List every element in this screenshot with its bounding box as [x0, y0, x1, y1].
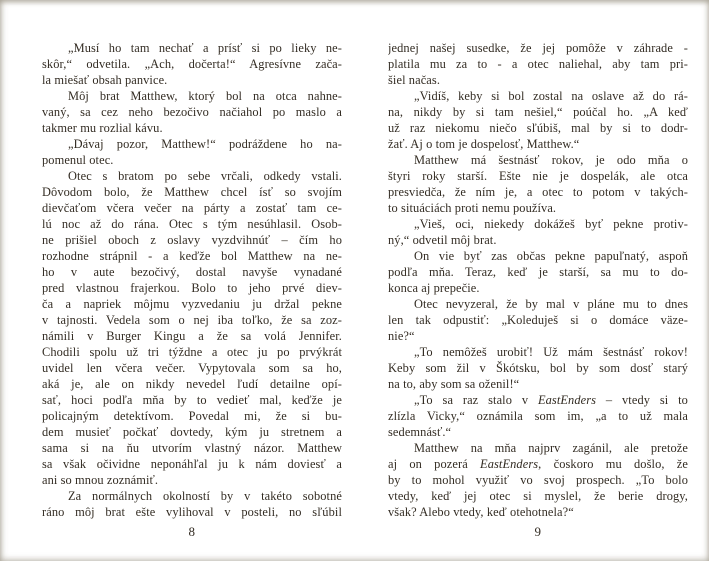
text-line: Keby som žil v Škótsku, bol by som dosť starý: [388, 361, 688, 375]
text-line: „Vieš, oci, niekedy dokážeš byť pekne protiv-: [414, 217, 688, 231]
text-line: vtedy, keď jej otec si myslel, že berie drogy,: [388, 489, 688, 503]
text-line: pred vlastnou frajerkou. Bolo to jeho prvé diev-: [42, 281, 342, 295]
text-line: uvidel len včera večer. Vypytovala som sa ho,: [42, 361, 342, 375]
text-line: sedemnásť.“: [388, 425, 452, 439]
text-line: sa však očividne neponáhľal ju k nám doviesť a: [42, 457, 342, 471]
text-line: Matthew na mňa najprv zagánil, ale pretože: [414, 441, 688, 455]
text-line: „To sa raz stalo v EastEnders – vtedy si to: [414, 393, 688, 407]
text-line: takmer mu rozlial kávu.: [42, 121, 163, 135]
text-line: Otec s bratom po sebe vrčali, odkedy vstali.: [68, 169, 342, 183]
text-line: platila mu za to - a otec naliehal, aby tam pri-: [388, 57, 688, 71]
left-page-text: [42, 40, 342, 520]
text-line: sať, hoci podľa mňa by to vedieť mal, keďže je: [42, 393, 342, 407]
text-line: lú noc až do rána. Otec s tým nesúhlasil. Osob-: [42, 217, 342, 231]
text-line: dievčaťom včera večer na párty a zostať tam ce-: [42, 201, 342, 215]
text-line: rozhodne strápnil - a keďže bol Matthew na ne-: [42, 249, 342, 263]
left-page: [42, 40, 342, 540]
text-line: však? Alebo vtedy, keď otehotnela?“: [388, 505, 574, 519]
text-line: šiel načas.: [388, 73, 441, 87]
text-line: On vie byť zas občas pekne papuľnatý, aspoň: [414, 249, 688, 263]
text-line: Dôvodom bolo, že Matthew chcel ísť so svojím: [42, 185, 342, 199]
text-line: „Musí ho tam nechať a prísť si po lieky ne-: [68, 41, 342, 55]
text-line: Matthew má šestnásť rokov, je odo mňa o: [414, 153, 688, 167]
text-line: jednej našej susedke, že jej pomôže v záhrade -: [388, 41, 688, 55]
text-line: na to, aby som sa oženil!“: [388, 377, 520, 391]
text-line: by to mohol využiť vo svoj prospech. „To bolo: [388, 473, 688, 487]
text-line: štyri roky starší. Ešte nie je dospelák, ale otca: [388, 169, 688, 183]
text-line: na, nikdy by si tam nešiel,“ poúčal ho. „A keď: [388, 105, 688, 119]
text-line: žať. Aj o tom je dospelosť, Matthew.“: [388, 137, 580, 151]
text-line: ho v aute bezočivý, dostal navyše vynadané: [42, 265, 342, 279]
text-line: „To nemôžeš urobiť! Už mám šestnásť rokov!: [414, 345, 688, 359]
text-line: vaný, sa cez neho bezočivo načiahol po maslo a: [42, 105, 342, 119]
text-line: ča a napriek môjmu vyzvedaniu ju držal pekne: [42, 297, 342, 311]
text-line: Otec nevyzeral, že by mal v pláne mu to dnes: [414, 297, 688, 311]
text-line: konca aj prepečie.: [388, 281, 480, 295]
left-page-number: 8: [188, 524, 196, 539]
text-line: aj on pozerá EastEnders, čoskoro mu došlo, že: [388, 457, 688, 471]
text-line: presviedča, že ním je, a otec to potom v takých-: [388, 185, 688, 199]
text-line: „Vidíš, keby si bol zostal na oslave až do rá-: [414, 89, 688, 103]
right-page-text: [388, 40, 688, 520]
right-page: [388, 40, 688, 540]
text-line: už raz niekomu niečo sľúbiš, mal by si to dodr-: [388, 121, 688, 135]
text-line: Chodili spolu už tri týždne a otec ju po prvýkrát: [42, 345, 342, 359]
text-line: zlízla Vicky,“ oznámila som im, „a to už mala: [388, 409, 688, 423]
text-line: la miešať obsah panvice.: [42, 73, 168, 87]
text-line: dem musieť počkať dovtedy, kým ju stretnem a: [42, 425, 342, 439]
text-line: ráno môj brat ešte vylihoval v posteli, no sľúbil: [42, 505, 342, 519]
text-line: ne prišiel oboch z oslavy vyzdvihnúť – čím ho: [42, 233, 342, 247]
text-line: Môj brat Matthew, ktorý bol na otca nahne-: [68, 89, 342, 103]
text-line: skôr,“ odvetila. „Ach, dočerta!“ Agresívne zača-: [42, 57, 342, 71]
text-line: nie?“: [388, 329, 415, 343]
text-line: aká je, ale on nikdy nevedel ľudí detailne opí-: [42, 377, 342, 391]
text-line: pomenul otec.: [42, 153, 114, 167]
text-line: len tak odpustiť: „Koleduješ si o domáce väze-: [388, 313, 688, 327]
text-line: Za normálnych okolností by v takéto sobotné: [68, 489, 342, 503]
text-line: v tajnosti. Vedela som o nej iba toľko, že sa zoz-: [42, 313, 342, 327]
right-page-number: 9: [534, 524, 542, 539]
text-line: ani so mnou zoznámiť.: [42, 473, 159, 487]
text-line: „Dávaj pozor, Matthew!“ podráždene ho na-: [68, 137, 342, 151]
text-line: sama si na ňu utvorím vlastný názor. Matthew: [42, 441, 342, 455]
text-line: podľa mňa. Teraz, keď je starší, sa mu to do-: [388, 265, 688, 279]
text-line: námili v Burger Kingu a že sa volá Jennifer.: [42, 329, 342, 343]
text-line: to situáciách proti nemu používa.: [388, 201, 557, 215]
text-line: ný,“ odvetil môj brat.: [388, 233, 497, 247]
text-line: policajným detektívom. Povedal mi, že si bu-: [42, 409, 342, 423]
